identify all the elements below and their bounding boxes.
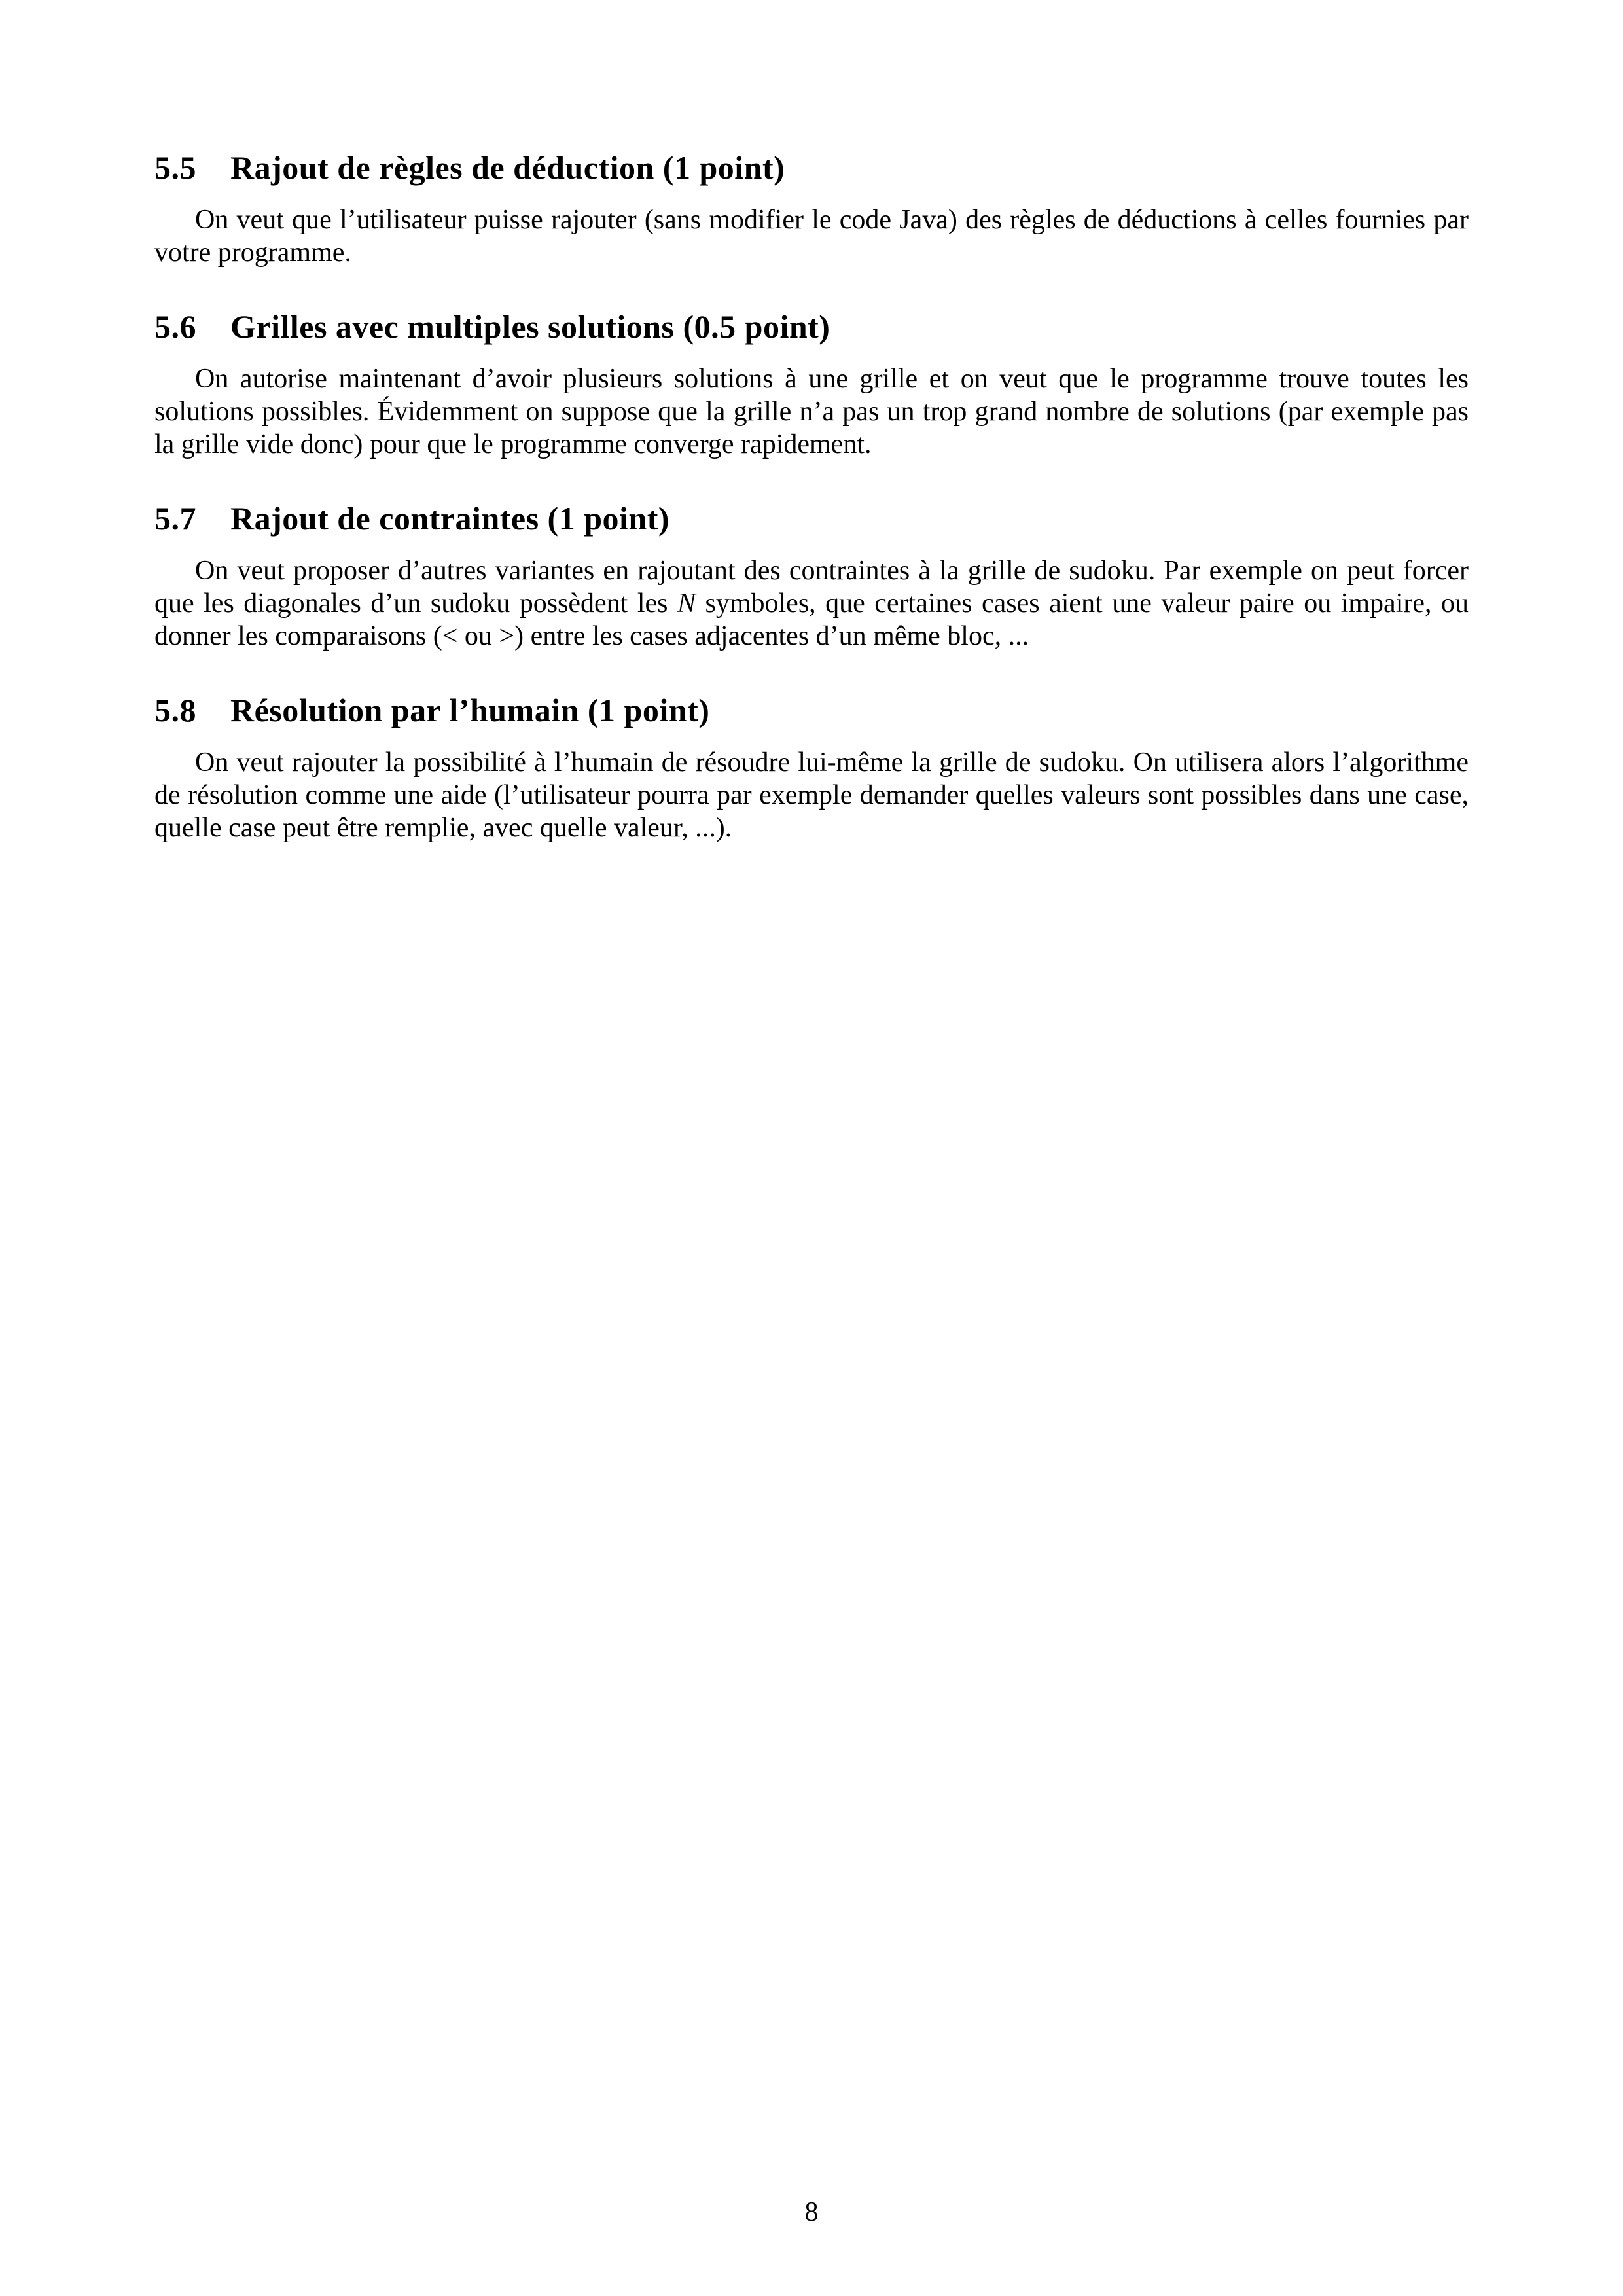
section-5-8-heading: [154, 691, 1469, 730]
section-5-7-text-before-math: On veut proposer d’autres variantes en rajoutant des contraintes à la grille de sudoku. Par exemple on peut forcer que les diagonales d’un sudoku possèdent les: [154, 556, 1469, 619]
section-5-5-title: Rajout de règles de déduction (1 point): [230, 149, 785, 186]
section-5-6-title: Grilles avec multiples solutions (0.5 point): [230, 308, 830, 345]
section-5-7-heading: [154, 499, 1469, 538]
section-5-8-number: 5.8: [154, 692, 196, 728]
section-5-8-title: Résolution par l’humain (1 point): [230, 692, 710, 728]
section-5-8-paragraph: On veut rajouter la possibilité à l’humain de résoudre lui-même la grille de sudoku. On utilisera alors l’algorithme de résolution comme une aide (l’utilisateur pourra par exemple demander quelles valeurs sont possibles dans une case, quelle case peut être remplie, avec quelle valeur, ...).: [154, 747, 1469, 843]
math-variable-n: N: [677, 588, 696, 619]
section-5-8: [154, 691, 1469, 844]
page-number: 8: [804, 2197, 819, 2227]
section-5-6-heading: [154, 307, 1469, 346]
section-5-5-number: 5.5: [154, 149, 196, 186]
section-5-5-paragraph: On veut que l’utilisateur puisse rajouter (sans modifier le code Java) des règles de déductions à celles fournies par votre programme.: [154, 205, 1469, 268]
section-5-7: [154, 499, 1469, 653]
page-content: [154, 0, 1469, 844]
section-5-7-number: 5.7: [154, 500, 196, 537]
section-5-5: [154, 148, 1469, 269]
section-5-6: [154, 307, 1469, 461]
section-5-5-heading: [154, 148, 1469, 187]
section-5-6-number: 5.6: [154, 308, 196, 345]
page-footer: [0, 2196, 1623, 2229]
section-5-7-text-after-math: symboles, que certaines cases aient une valeur paire ou impaire, ou donner les comparaisons (< ou >) entre les cases adjacentes d’un même bloc, ...: [154, 588, 1469, 651]
section-5-6-paragraph: On autorise maintenant d’avoir plusieurs solutions à une grille et on veut que le programme trouve toutes les solutions possibles. Évidemment on suppose que la grille n’a pas un trop grand nombre de solutions (par exemple pas la grille vide donc) pour que le programme converge rapidement.: [154, 364, 1469, 459]
section-5-7-title: Rajout de contraintes (1 point): [230, 500, 670, 537]
section-5-7-paragraph: [154, 554, 1469, 653]
